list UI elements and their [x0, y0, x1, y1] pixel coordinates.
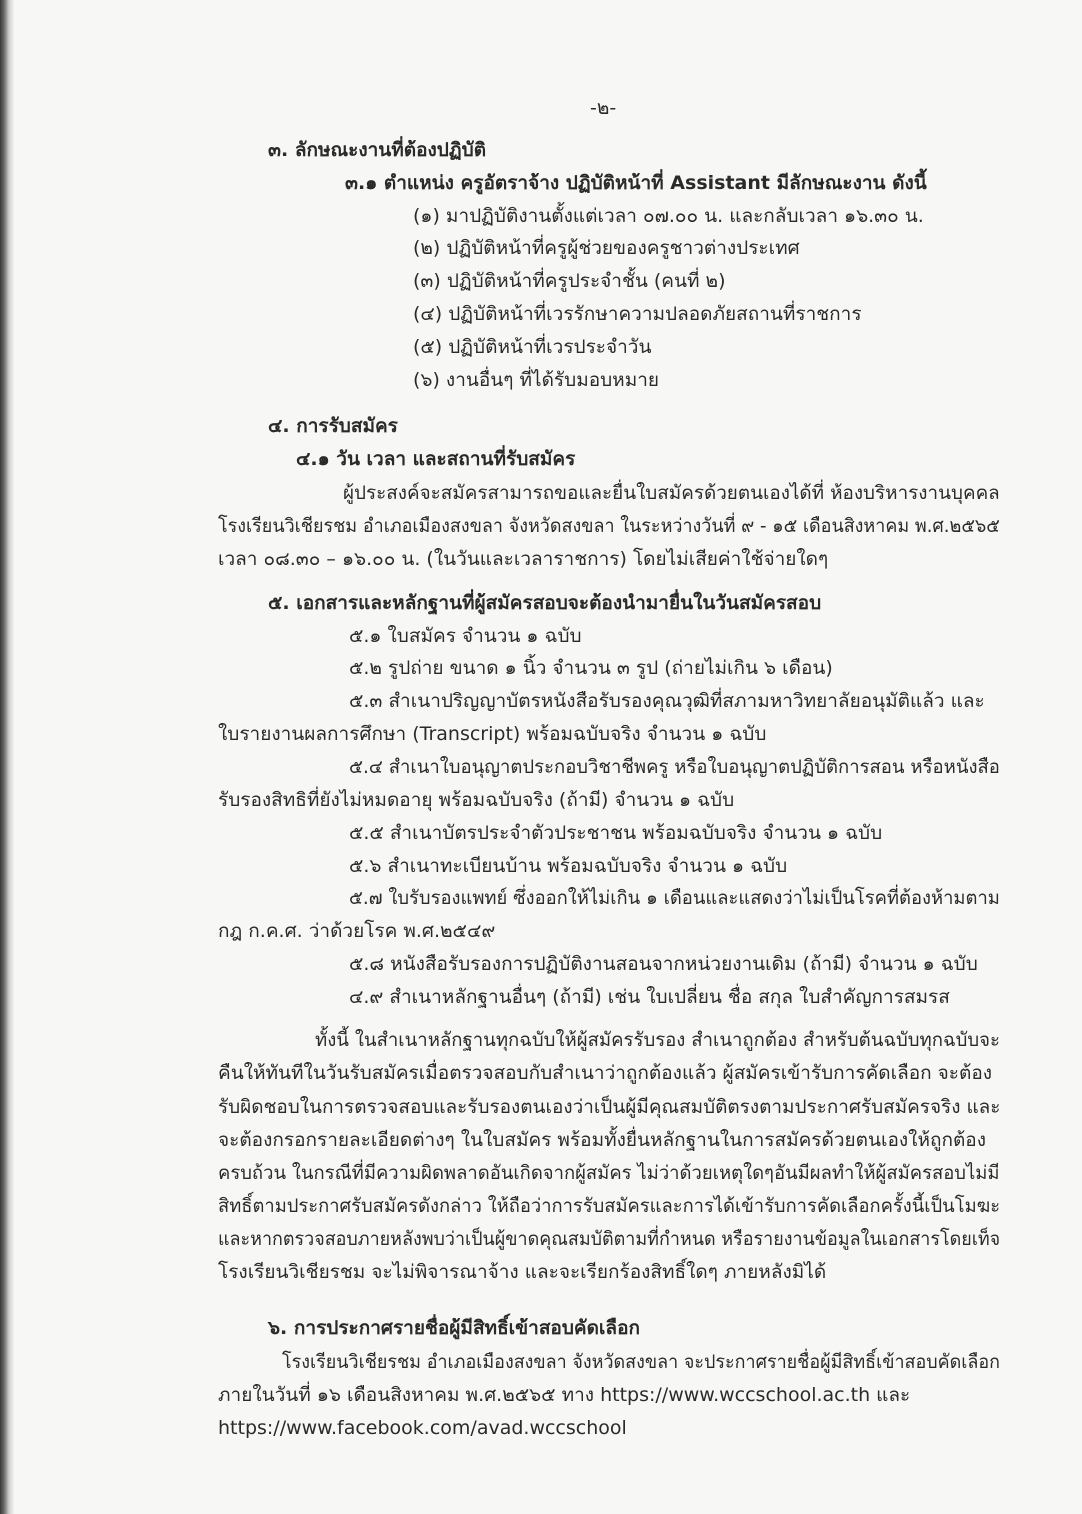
- document-item-5-9: ๔.๙ สำเนาหลักฐานอื่นๆ (ถ้ามี) เช่น ใบเปลี่ยน ชื่อ สกุล ใบสำคัญการสมรส: [349, 986, 950, 1008]
- document-item-5-6: ๕.๖ สำเนาทะเบียนบ้าน พร้อมฉบับจริง จำนวน ๑ ฉบับ: [349, 855, 788, 877]
- paragraph-line-8: โรงเรียนวิเชียรชม จะไม่พิจารณาจ้าง และจะเรียกร้องสิทธิ์ใดๆ ภายหลังมิได้: [218, 1261, 827, 1283]
- document-item-5-4: ๕.๔ สำเนาใบอนุญาตประกอบวิชาชีพครู หรือใบอนุญาตปฏิบัติการสอน หรือหนังสือ: [349, 756, 1000, 778]
- duty-item-2: (๒) ปฏิบัติหน้าที่ครูผู้ช่วยของครูชาวต่างประเทศ: [413, 237, 800, 259]
- document-item-5-3: ๕.๓ สำเนาปริญญาบัตรหนังสือรับรองคุณวุฒิที่สภามหาวิทยาลัยอนุมัติแล้ว และ: [349, 690, 985, 712]
- paragraph-line-6: สิทธิ์ตามประกาศรับสมัครดังกล่าว ให้ถือว่าการรับสมัครและการได้เข้ารับการคัดเลือกครั้งนี้เป็นโมฆะ: [218, 1195, 1001, 1217]
- section-3-heading: ๓. ลักษณะงานที่ต้องปฏิบัติ: [268, 139, 487, 161]
- document-item-5-3-cont: ใบรายงานผลการศึกษา (Transcript) พร้อมฉบับจริง จำนวน ๑ ฉบับ: [218, 723, 767, 745]
- page-number: -๒-: [590, 97, 617, 119]
- paragraph-line-5: ครบถ้วน ในกรณีที่มีความผิดพลาดอันเกิดจากผู้สมัคร ไม่ว่าด้วยเหตุใดๆอันมีผลทำให้ผู้สมัครสอบไม่มี: [218, 1162, 1000, 1184]
- paragraph-line-1: ทั้งนี้ ในสำเนาหลักฐานทุกฉบับให้ผู้สมัครรับรอง สำเนาถูกต้อง สำหรับต้นฉบับทุกฉบับจะ: [315, 1029, 1000, 1051]
- section-4-line-2: โรงเรียนวิเชียรชม อำเภอเมืองสงขลา จังหวัดสงขลา ในระหว่างวันที่ ๙ - ๑๕ เดือนสิงหาคม พ.ศ.๒๕๖๕: [218, 515, 1000, 537]
- duty-item-6: (๖) งานอื่นๆ ที่ได้รับมอบหมาย: [413, 369, 660, 391]
- duty-item-1: (๑) มาปฏิบัติงานตั้งแต่เวลา ๐๗.๐๐ น. และกลับเวลา ๑๖.๓๐ น.: [413, 205, 924, 227]
- section-4-line-3: เวลา ๐๘.๓๐ – ๑๖.๐๐ น. (ในวันและเวลาราชการ) โดยไม่เสียค่าใช้จ่ายใดๆ: [218, 548, 829, 570]
- paragraph-line-2: คืนให้ทันทีในวันรับสมัครเมื่อตรวจสอบกับสำเนาว่าถูกต้องแล้ว ผู้สมัครเข้ารับการคัดเลือก จะต้อง: [218, 1062, 993, 1084]
- section-3-1-heading: ๓.๑ ตำแหน่ง ครูอัตราจ้าง ปฏิบัติหน้าที่ Assistant มีลักษณะงาน ดังนี้: [345, 172, 927, 194]
- paragraph-line-3: รับผิดชอบในการตรวจสอบและรับรองตนเองว่าเป็นผู้มีคุณสมบัติตรงตามประกาศรับสมัครจริง และ: [218, 1096, 1001, 1118]
- page-edge-shadow: [0, 0, 14, 1514]
- section-6-line-1: โรงเรียนวิเชียรชม อำเภอเมืองสงขลา จังหวัดสงขลา จะประกาศรายชื่อผู้มีสิทธิ์เข้าสอบคัดเลือก: [282, 1351, 1001, 1373]
- document-item-5-8: ๕.๘ หนังสือรับรองการปฏิบัติงานสอนจากหน่วยงานเดิม (ถ้ามี) จำนวน ๑ ฉบับ: [349, 953, 978, 975]
- duty-item-3: (๓) ปฏิบัติหน้าที่ครูประจำชั้น (คนที่ ๒): [413, 270, 726, 292]
- paragraph-line-4: จะต้องกรอกรายละเอียดต่างๆ ในใบสมัคร พร้อมทั้งยื่นหลักฐานในการสมัครด้วยตนเองให้ถูกต้อง: [218, 1129, 986, 1151]
- document-item-5-1: ๕.๑ ใบสมัคร จำนวน ๑ ฉบับ: [349, 625, 582, 647]
- section-6-heading: ๖. การประกาศรายชื่อผู้มีสิทธิ์เข้าสอบคัดเลือก: [268, 1317, 640, 1339]
- document-item-5-7: ๕.๗ ใบรับรองแพทย์ ซึ่งออกให้ไม่เกิน ๑ เดือนและแสดงว่าไม่เป็นโรคที่ต้องห้ามตาม: [349, 887, 1000, 909]
- section-4-1-heading: ๔.๑ วัน เวลา และสถานที่รับสมัคร: [296, 448, 576, 470]
- document-item-5-5: ๕.๕ สำเนาบัตรประจำตัวประชาชน พร้อมฉบับจริง จำนวน ๑ ฉบับ: [349, 822, 883, 844]
- duty-item-5: (๕) ปฏิบัติหน้าที่เวรประจำวัน: [413, 336, 652, 358]
- section-6-line-3: https://www.facebook.com/avad.wccschool: [218, 1417, 627, 1439]
- document-item-5-2: ๕.๒ รูปถ่าย ขนาด ๑ นิ้ว จำนวน ๓ รูป (ถ่ายไม่เกิน ๖ เดือน): [349, 657, 833, 679]
- section-4-line-1: ผู้ประสงค์จะสมัครสามารถขอและยื่นใบสมัครด้วยตนเองได้ที่ ห้องบริหารงานบุคคล: [343, 482, 1000, 504]
- section-4-heading: ๔. การรับสมัคร: [268, 415, 398, 437]
- section-6-line-2: ภายในวันที่ ๑๖ เดือนสิงหาคม พ.ศ.๒๕๖๕ ทาง https://www.wccschool.ac.th และ: [218, 1384, 911, 1406]
- document-item-5-7-cont: กฎ ก.ค.ศ. ว่าด้วยโรค พ.ศ.๒๕๔๙: [218, 920, 496, 942]
- duty-item-4: (๔) ปฏิบัติหน้าที่เวรรักษาความปลอดภัยสถานที่ราชการ: [413, 303, 862, 325]
- section-5-heading: ๕. เอกสารและหลักฐานที่ผู้สมัครสอบจะต้องนำมายื่นในวันสมัครสอบ: [268, 592, 822, 614]
- paragraph-line-7: และหากตรวจสอบภายหลังพบว่าเป็นผู้ขาดคุณสมบัติตามที่กำหนด หรือรายงานข้อมูลในเอกสารโดยเท็จ: [218, 1228, 1001, 1250]
- document-item-5-4-cont: รับรองสิทธิที่ยังไม่หมดอายุ พร้อมฉบับจริง (ถ้ามี) จำนวน ๑ ฉบับ: [218, 789, 735, 811]
